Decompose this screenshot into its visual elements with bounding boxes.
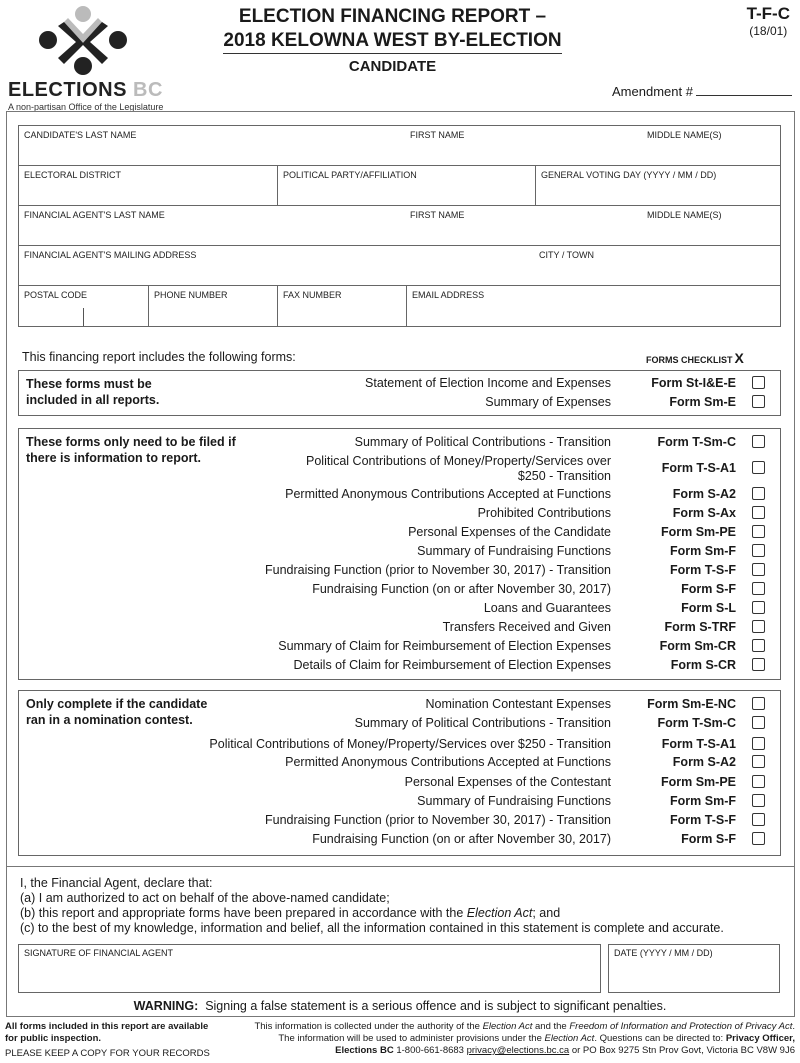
form-checkbox[interactable] xyxy=(752,639,765,652)
privacy-email-link[interactable]: privacy@elections.bc.ca xyxy=(466,1045,570,1056)
form-checkbox[interactable] xyxy=(752,487,765,500)
footer-privacy-notice: This information is collected under the authority of the Election Act and the Freedom of Information and Protection of Privacy Act. The information will be used to administer provisions under the Election Act. Questions can be directed to: Privacy Officer, Elections BC 1-800-661-8683 privacy@elections.bc.ca or PO Box 9275 Stn Prov Govt, Victoria BC V8W 9J6 xyxy=(254,1021,795,1056)
form-version: (18/01) xyxy=(749,24,788,38)
general-voting-day-field[interactable]: GENERAL VOTING DAY (YYYY / MM / DD) xyxy=(535,166,780,205)
section-divider xyxy=(6,866,795,867)
form-row: Details of Claim for Reimbursement of Election Expenses Form S-CR xyxy=(19,658,780,677)
form-code: T-F-C xyxy=(746,4,790,23)
form-checkbox[interactable] xyxy=(752,506,765,519)
postal-code-divider xyxy=(83,308,84,326)
form-row: Transfers Received and Given Form S-TRF xyxy=(19,620,780,639)
signature-date-field[interactable]: DATE (YYYY / MM / DD) xyxy=(608,944,780,993)
phone-number-field[interactable]: PHONE NUMBER xyxy=(148,286,277,326)
amendment-field xyxy=(612,84,792,99)
form-row: Fundraising Function (on or after November 30, 2017) Form S-F xyxy=(19,582,780,601)
form-row: Nomination Contestant Expenses Form Sm-E-NC xyxy=(19,697,780,716)
amendment-label: Amendment # xyxy=(612,84,693,99)
candidate-info-grid xyxy=(18,125,781,327)
section-lead: These forms only need to be filed if there is information to report. xyxy=(26,435,236,465)
form-row: Political Contributions of Money/Property/Services over $250 - Transition Form T-S-A1 xyxy=(19,737,780,756)
section-lead: Only complete if the candidate ran in a nomination contest. xyxy=(26,697,208,727)
elections-bc-emblem-icon xyxy=(38,4,128,76)
optional-forms-section xyxy=(18,428,781,680)
form-checkbox[interactable] xyxy=(752,813,765,826)
form-checkbox[interactable] xyxy=(752,716,765,729)
form-row: Permitted Anonymous Contributions Accepted at Functions Form S-A2 xyxy=(19,755,780,774)
forms-intro: This financing report includes the following forms: xyxy=(22,350,296,364)
form-row: Personal Expenses of the Contestant Form Sm-PE xyxy=(19,775,780,794)
form-row: Statement of Election Income and Expenses Form St-I&E-E xyxy=(19,376,780,395)
title-line-1: ELECTION FINANCING REPORT – xyxy=(238,6,547,27)
org-tagline: A non-partisan Office of the Legislature xyxy=(8,102,164,112)
financial-agent-name-field[interactable]: FINANCIAL AGENT'S LAST NAME FIRST NAME MIDDLE NAME(S) xyxy=(24,210,722,220)
political-party-field[interactable]: POLITICAL PARTY/AFFILIATION xyxy=(277,166,535,205)
form-checkbox[interactable] xyxy=(752,755,765,768)
form-row: Prohibited Contributions Form S-Ax xyxy=(19,506,780,525)
form-checkbox[interactable] xyxy=(752,697,765,710)
forms-checklist-header: FORMS CHECKLIST X xyxy=(646,350,744,366)
financial-agent-address-field[interactable]: FINANCIAL AGENT'S MAILING ADDRESS CITY / TOWN xyxy=(24,250,595,260)
form-checkbox[interactable] xyxy=(752,601,765,614)
amendment-input[interactable] xyxy=(696,84,792,96)
report-subtitle: CANDIDATE xyxy=(348,58,437,75)
electoral-district-field[interactable]: ELECTORAL DISTRICT xyxy=(24,170,122,180)
form-checkbox[interactable] xyxy=(752,832,765,845)
checklist-x-mark: X xyxy=(734,350,744,366)
form-checkbox[interactable] xyxy=(752,435,765,448)
form-row: Summary of Claim for Reimbursement of Election Expenses Form Sm-CR xyxy=(19,639,780,658)
org-name: ELECTIONS BC xyxy=(8,79,163,101)
form-checkbox[interactable] xyxy=(752,563,765,576)
signature-field[interactable]: SIGNATURE OF FINANCIAL AGENT xyxy=(18,944,601,993)
warning-statement: WARNING: Signing a false statement is a serious offence and is subject to significant penalties. xyxy=(133,999,667,1013)
form-checkbox[interactable] xyxy=(752,737,765,750)
fax-number-field[interactable]: FAX NUMBER xyxy=(277,286,406,326)
form-row: Loans and Guarantees Form S-L xyxy=(19,601,780,620)
form-checkbox[interactable] xyxy=(752,620,765,633)
form-checkbox[interactable] xyxy=(752,658,765,671)
form-row: Summary of Fundraising Functions Form Sm-F xyxy=(19,544,780,563)
title-line-2: 2018 KELOWNA WEST BY-ELECTION xyxy=(223,29,561,54)
agent-declaration: I, the Financial Agent, declare that: (a) I am authorized to act on behalf of the above-named candidate; (b) this report and appropriate forms have been prepared in accordance with the Election Act; and (c) to the best of my knowledge, information and belief, all the information contained in this statement is complete and accurate. xyxy=(20,876,724,935)
elections-bc-logo xyxy=(8,4,164,112)
section-lead: These forms must be included in all reports. xyxy=(26,377,160,407)
form-row: Political Contributions of Money/Property/Services over $250 - Transition Form T-S-A1 xyxy=(19,454,780,484)
form-checkbox[interactable] xyxy=(752,582,765,595)
form-checkbox[interactable] xyxy=(752,395,765,408)
form-row: Personal Expenses of the Candidate Form Sm-PE xyxy=(19,525,780,544)
email-address-field[interactable]: EMAIL ADDRESS xyxy=(406,286,780,326)
form-checkbox[interactable] xyxy=(752,376,765,389)
footer-public-notice: All forms included in this report are available for public inspection. PLEASE KEEP A COPY FOR YOUR RECORDS xyxy=(5,1021,210,1059)
form-row: Summary of Political Contributions - Transition Form T-Sm-C xyxy=(19,716,780,735)
form-code-block xyxy=(747,4,790,38)
form-row: Summary of Expenses Form Sm-E xyxy=(19,395,780,414)
nomination-contest-section xyxy=(18,690,781,856)
candidate-name-field[interactable]: CANDIDATE'S LAST NAME FIRST NAME MIDDLE NAME(S) xyxy=(24,130,722,140)
form-checkbox[interactable] xyxy=(752,525,765,538)
form-checkbox[interactable] xyxy=(752,461,765,474)
form-row: Fundraising Function (on or after November 30, 2017) Form S-F xyxy=(19,832,780,851)
form-checkbox[interactable] xyxy=(752,794,765,807)
postal-code-field[interactable]: POSTAL CODE xyxy=(19,286,148,326)
form-checkbox[interactable] xyxy=(752,775,765,788)
form-checkbox[interactable] xyxy=(752,544,765,557)
form-row: Summary of Fundraising Functions Form Sm-F xyxy=(19,794,780,813)
form-row: Permitted Anonymous Contributions Accepted at Functions Form S-A2 xyxy=(19,487,780,506)
form-row: Fundraising Function (prior to November 30, 2017) - Transition Form T-S-F xyxy=(19,813,780,832)
form-row: Fundraising Function (prior to November 30, 2017) - Transition Form T-S-F xyxy=(19,563,780,582)
form-row: Summary of Political Contributions - Transition Form T-Sm-C xyxy=(19,435,780,454)
required-forms-section xyxy=(18,370,781,416)
report-title xyxy=(200,5,585,75)
